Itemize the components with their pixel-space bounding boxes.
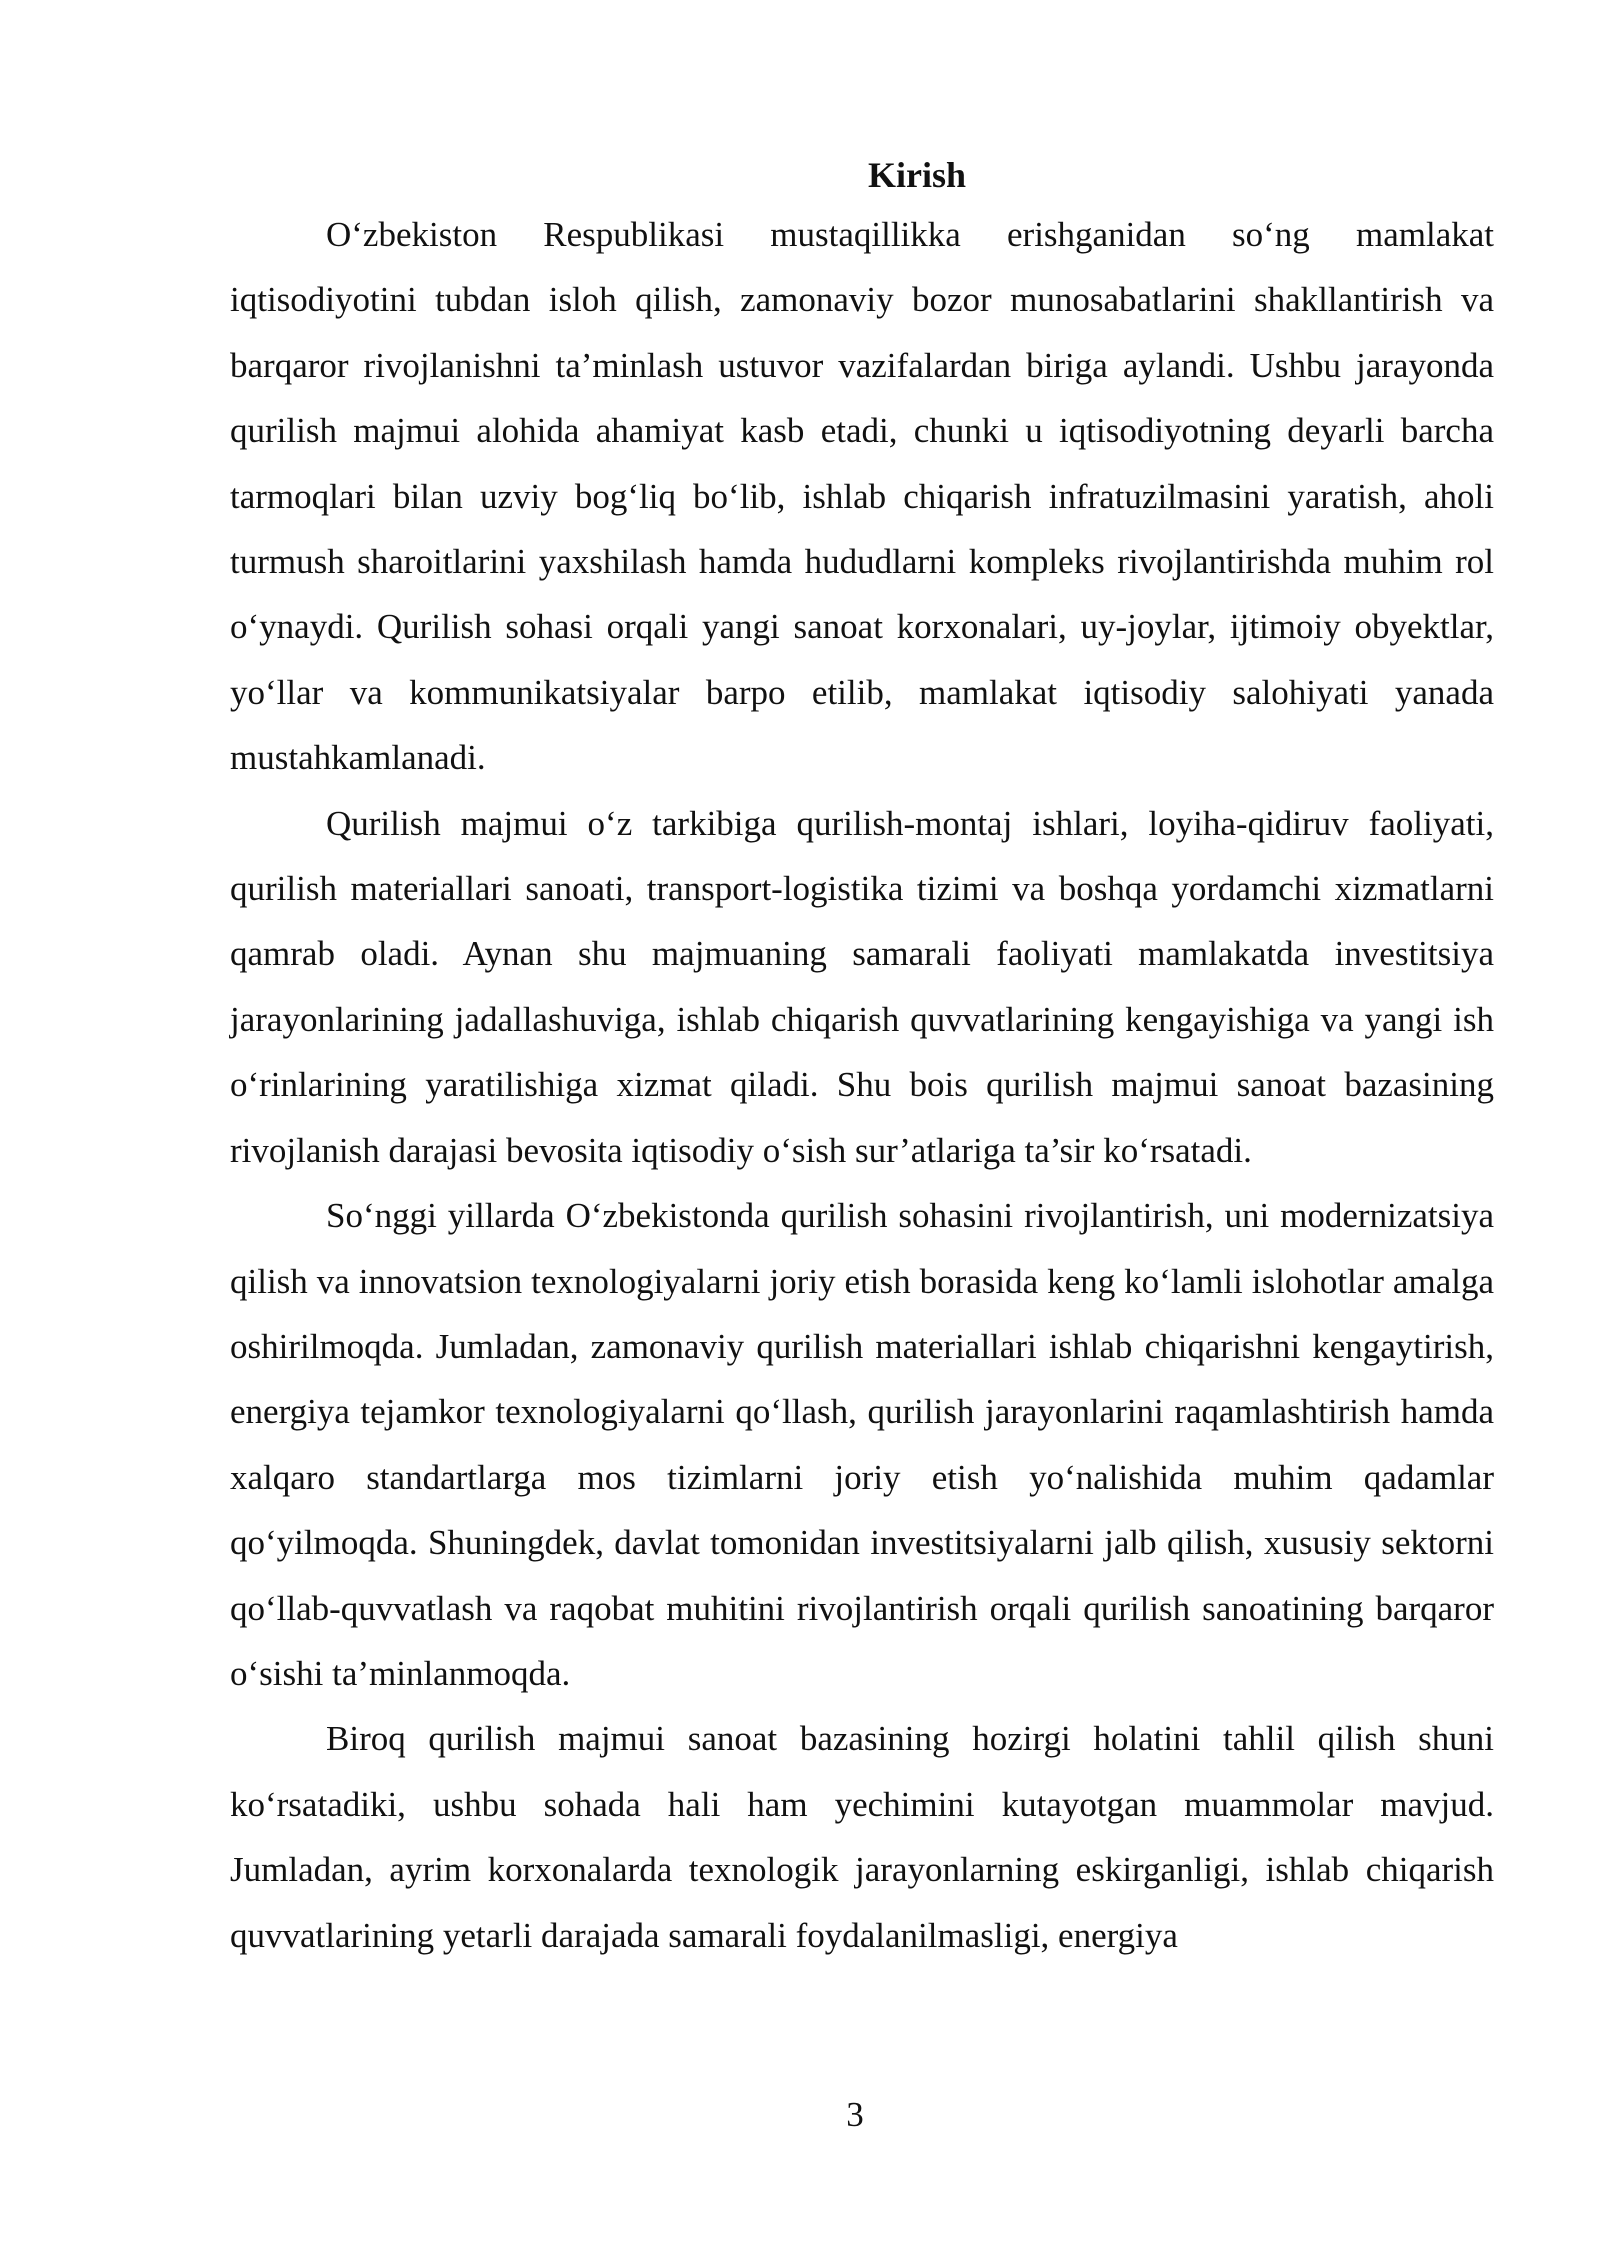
section-title: Kirish bbox=[867, 155, 966, 195]
paragraph-1: O‘zbekiston Respublikasi mustaqillikka erishganidan so‘ng mamlakat iqtisodiyotini tubdan isloh qilish, zamonaviy bozor munosabatlarini shakllantirish va barqaror rivojlanishni ta’minlash ustuvor vazifalardan biriga aylandi. Ushbu jarayonda qurilish majmui alohida ahamiyat kasb etadi, chunki u iqtisodiyotning deyarli barcha tarmoqlari bilan uzviy bog‘liq bo‘lib, ishlab chiqarish infratuzilmasini yaratish, aholi turmush sharoitlarini yaxshilash hamda hududlarni kompleks rivojlantirishda muhim rol o‘ynaydi. Qurilish sohasi orqali yangi sanoat korxonalari, uy-joylar, ijtimoiy obyektlar, yo‘llar va kommunikatsiyalar barpo etilib, mamlakat iqtisodiy salohiyati yanada mustahkamlanadi. bbox=[230, 215, 1494, 778]
page-content bbox=[230, 148, 1494, 1968]
paragraph-4: Biroq qurilish majmui sanoat bazasining hozirgi holatini tahlil qilish shuni ko‘rsatadiki, ushbu sohada hali ham yechimini kutayotgan muammolar mavjud. Jumladan, ayrim korxonalarda texnologik jarayonlarning eskirganligi, ishlab chiqarish quvvatlarining yetarli darajada samarali foydalanilmasligi, energiya bbox=[230, 1719, 1494, 1955]
paragraph-3: So‘nggi yillarda O‘zbekistonda qurilish sohasini rivojlantirish, uni modernizatsiya qilish va innovatsion texnologiyalarni joriy etish borasida keng ko‘lamli islohotlar amalga oshirilmoqda. Jumladan, zamonaviy qurilish materiallari ishlab chiqarishni kengaytirish, energiya tejamkor texnologiyalarni qo‘llash, qurilish jarayonlarini raqamlashtirish hamda xalqaro standartlarga mos tizimlarni joriy etish yo‘nalishida muhim qadamlar qo‘yilmoqda. Shuningdek, davlat tomonidan investitsiyalarni jalb qilish, xususiy sektorni qo‘llab-quvvatlash va raqobat muhitini rivojlantirish orqali qurilish sanoatining barqaror o‘sishi ta’minlanmoqda. bbox=[230, 1196, 1494, 1693]
paragraph-2: Qurilish majmui o‘z tarkibiga qurilish-montaj ishlari, loyiha-qidiruv faoliyati, qurilish materiallari sanoati, transport-logistika tizimi va boshqa yordamchi xizmatlarni qamrab oladi. Aynan shu majmuaning samarali faoliyati mamlakatda investitsiya jarayonlarining jadallashuviga, ishlab chiqarish quvvatlarining kengayishiga va yangi ish o‘rinlarining yaratilishiga xizmat qiladi. Shu bois qurilish majmui sanoat bazasining rivojlanish darajasi bevosita iqtisodiy o‘sish sur’atlariga ta’sir ko‘rsatadi. bbox=[230, 803, 1494, 1170]
page-number: 3 bbox=[846, 2095, 864, 2134]
